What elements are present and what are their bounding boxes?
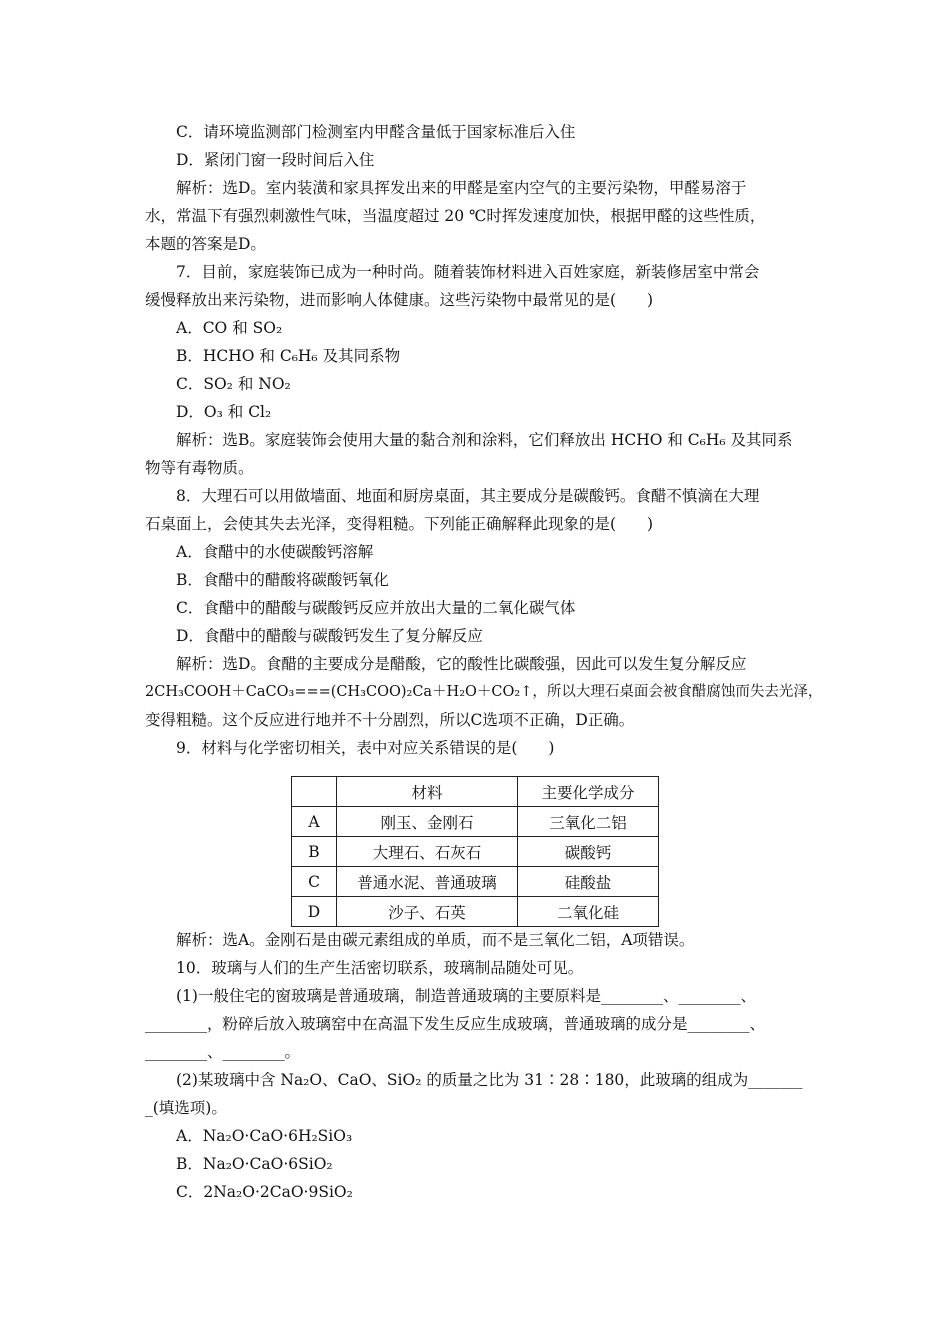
question-9: 9．材料与化学密切相关，表中对应关系错误的是( ) (176, 739, 555, 757)
table-cell: A (292, 807, 337, 837)
option-d-q7: D．O₃ 和 Cl₂ (176, 403, 272, 421)
materials-table (291, 776, 659, 927)
answer-q6-line2: 水，常温下有强烈刺激性气味，当温度超过 20 ℃时挥发速度加快，根据甲醛的这些性质， (145, 207, 766, 225)
table-cell: 普通水泥、普通玻璃 (337, 867, 518, 897)
question-10-part2-line1: (2)某玻璃中含 Na₂O、CaO、SiO₂ 的质量之比为 31∶28∶180，此玻璃的组成为_______ (176, 1071, 803, 1089)
answer-q8-line3: 变得粗糙。这个反应进行地并不十分剧烈，所以C选项不正确，D正确。 (145, 711, 635, 729)
option-c-q10: C．2Na₂O·2CaO·9SiO₂ (176, 1183, 353, 1201)
option-d-q8: D．食醋中的醋酸与碳酸钙发生了复分解反应 (176, 627, 483, 645)
option-a-q8: A．食醋中的水使碳酸钙溶解 (176, 543, 374, 561)
table-cell: 三氧化二铝 (518, 807, 659, 837)
table-cell: D (292, 897, 337, 927)
table-header-cell: 材料 (337, 777, 518, 807)
table-cell: 硅酸盐 (518, 867, 659, 897)
option-d-q6: D．紧闭门窗一段时间后入住 (176, 151, 375, 169)
answer-q7-line2: 物等有毒物质。 (145, 459, 254, 477)
table-cell: 沙子、石英 (337, 897, 518, 927)
table-cell: 刚玉、金刚石 (337, 807, 518, 837)
table-header-row (292, 777, 659, 807)
question-10-part1-line2: ________，粉碎后放入玻璃窑中在高温下发生反应生成玻璃，普通玻璃的成分是________、 (145, 1015, 766, 1033)
question-10-part1-line3: ________、________。 (145, 1043, 301, 1061)
option-a-q10: A．Na₂O·CaO·6H₂SiO₃ (176, 1127, 353, 1145)
answer-q8-equation-line: 2CH₃COOH＋CaCO₃===(CH₃COO)₂Ca＋H₂O＋CO₂↑，所以大理石桌面会被食醋腐蚀而失去光泽， (145, 684, 823, 700)
answer-q6-line3: 本题的答案是D。 (145, 235, 266, 253)
option-b-q7: B．HCHO 和 C₆H₆ 及其同系物 (176, 347, 401, 365)
question-8-line2: 石桌面上，会使其失去光泽，变得粗糙。下列能正确解释此现象的是( ) (145, 515, 654, 533)
question-10: 10．玻璃与人们的生产生活密切联系，玻璃制品随处可见。 (176, 959, 584, 977)
table-header-cell: 主要化学成分 (518, 777, 659, 807)
answer-q7-line1: 解析：选B。家庭装饰会使用大量的黏合剂和涂料，它们释放出 HCHO 和 C₆H₆ 及其同系 (176, 431, 793, 449)
answer-q9: 解析：选A。金刚石是由碳元素组成的单质，而不是三氧化二铝，A项错误。 (176, 931, 695, 949)
question-10-part1-line1: (1)一般住宅的窗玻璃是普通玻璃，制造普通玻璃的主要原料是________、________、 (176, 987, 756, 1005)
table-cell: 碳酸钙 (518, 837, 659, 867)
table-row (292, 807, 659, 837)
table-cell: 大理石、石灰石 (337, 837, 518, 867)
table-row (292, 867, 659, 897)
option-c-q8: C．食醋中的醋酸与碳酸钙反应并放出大量的二氧化碳气体 (176, 599, 576, 617)
option-b-q8: B．食醋中的醋酸将碳酸钙氧化 (176, 571, 389, 589)
table-header-cell (292, 777, 337, 807)
option-b-q10: B．Na₂O·CaO·6SiO₂ (176, 1155, 333, 1173)
option-c-q6: C．请环境监测部门检测室内甲醛含量低于国家标准后入住 (176, 123, 576, 141)
table-cell: C (292, 867, 337, 897)
question-8-line1: 8．大理石可以用做墙面、地面和厨房桌面，其主要成分是碳酸钙。食醋不慎滴在大理 (176, 487, 760, 505)
table-row (292, 897, 659, 927)
question-7-line2: 缓慢释放出来污染物，进而影响人体健康。这些污染物中最常见的是( ) (145, 291, 654, 309)
question-10-part2-line2: _(填选项)。 (145, 1099, 227, 1117)
answer-q8-line1: 解析：选D。食醋的主要成分是醋酸，它的酸性比碳酸强，因此可以发生复分解反应 (176, 655, 747, 673)
option-c-q7: C．SO₂ 和 NO₂ (176, 375, 291, 393)
question-7-line1: 7．目前，家庭装饰已成为一种时尚。随着装饰材料进入百姓家庭，新装修居室中常会 (176, 263, 760, 281)
option-a-q7: A．CO 和 SO₂ (176, 319, 283, 337)
answer-q6-line1: 解析：选D。室内装潢和家具挥发出来的甲醛是室内空气的主要污染物，甲醛易溶于 (176, 179, 747, 197)
table-cell: B (292, 837, 337, 867)
table-cell: 二氧化硅 (518, 897, 659, 927)
table-row (292, 837, 659, 867)
